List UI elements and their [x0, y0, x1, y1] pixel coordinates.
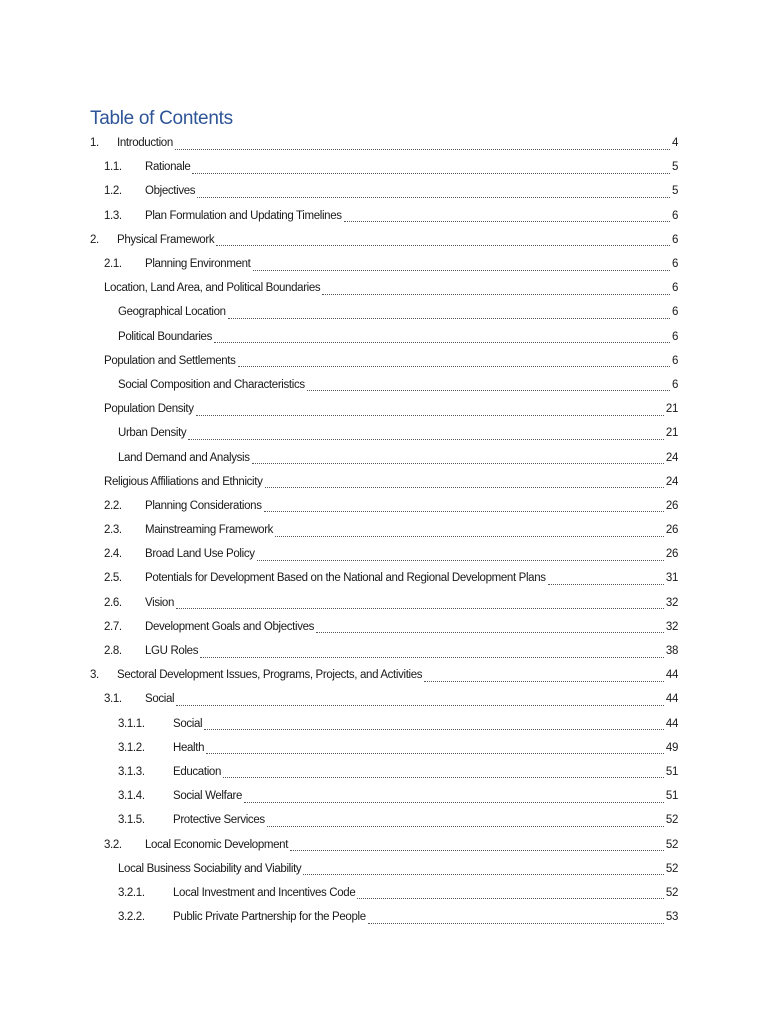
toc-entry[interactable] [90, 881, 678, 905]
dot-leader [322, 284, 670, 295]
toc-entry-page-number: 44 [665, 717, 678, 730]
toc-entry-page-number: 31 [665, 572, 678, 585]
toc-entry[interactable] [90, 397, 678, 421]
toc-entry-label: Mainstreaming Framework [145, 524, 274, 537]
dot-leader [357, 888, 664, 899]
toc-entry[interactable] [90, 760, 678, 784]
toc-entry-number: 2.5. [104, 572, 122, 585]
toc-entry-label: Plan Formulation and Updating Timelines [145, 209, 342, 222]
toc-entry-page-number: 52 [665, 886, 678, 899]
toc-entry-label: Social Composition and Characteristics [118, 378, 305, 391]
toc-entry[interactable] [90, 228, 678, 252]
toc-entry-label: Local Business Sociability and Viability [118, 862, 302, 875]
toc-entry-label: Vision [145, 596, 175, 609]
dot-leader [192, 163, 670, 174]
toc-entry[interactable] [90, 542, 678, 566]
toc-entry-label: Social [145, 693, 175, 706]
toc-entry[interactable] [90, 276, 678, 300]
toc-entry-page-number: 44 [665, 669, 678, 682]
toc-entry-page-number: 52 [665, 838, 678, 851]
toc-entry-number: 1.1. [104, 161, 122, 174]
toc-entry[interactable] [90, 445, 678, 469]
toc-entry-number: 3.1.2. [118, 741, 145, 754]
toc-entry-label: Planning Considerations [145, 499, 262, 512]
dot-leader [307, 380, 670, 391]
toc-entry-label: Introduction [117, 137, 173, 150]
dot-leader [253, 260, 670, 271]
toc-entry-page-number: 5 [671, 161, 678, 174]
toc-entry-number: 2.2. [104, 499, 122, 512]
toc-entry-label: Land Demand and Analysis [118, 451, 250, 464]
toc-entry-label: Development Goals and Objectives [145, 620, 315, 633]
toc-entry-number: 3.2.2. [118, 911, 145, 924]
toc-entry-page-number: 52 [665, 814, 678, 827]
dot-leader [200, 647, 664, 658]
toc-list [90, 131, 678, 929]
toc-entry-number: 2.3. [104, 524, 122, 537]
dot-leader [228, 308, 670, 319]
dot-leader [223, 767, 664, 778]
toc-entry-label: LGU Roles [145, 645, 199, 658]
toc-entry-page-number: 21 [665, 403, 678, 416]
toc-entry-page-number: 26 [665, 499, 678, 512]
toc-entry-label: Protective Services [173, 814, 265, 827]
toc-entry-label: Social [173, 717, 203, 730]
toc-entry[interactable] [90, 204, 678, 228]
dot-leader [197, 187, 670, 198]
toc-entry-number: 3.2.1. [118, 886, 145, 899]
toc-entry-number: 1. [90, 137, 99, 150]
toc-entry-label: Rationale [145, 161, 191, 174]
toc-entry-label: Social Welfare [173, 790, 243, 803]
toc-entry-page-number: 24 [665, 475, 678, 488]
toc-entry-number: 2.1. [104, 258, 122, 271]
dot-leader [196, 405, 664, 416]
toc-entry[interactable] [90, 857, 678, 881]
toc-entry[interactable] [90, 252, 678, 276]
toc-entry-page-number: 6 [671, 209, 678, 222]
toc-entry-page-number: 51 [665, 790, 678, 803]
toc-entry-label: Geographical Location [118, 306, 226, 319]
toc-entry-label: Education [173, 765, 221, 778]
toc-entry-number: 2.8. [104, 645, 122, 658]
toc-entry-number: 2.4. [104, 548, 122, 561]
toc-entry[interactable] [90, 179, 678, 203]
dot-leader [252, 453, 664, 464]
toc-entry-page-number: 6 [671, 306, 678, 319]
dot-leader [176, 598, 664, 609]
toc-entry-page-number: 5 [671, 185, 678, 198]
toc-entry[interactable] [90, 712, 678, 736]
toc-entry-label: Physical Framework [117, 233, 215, 246]
toc-entry-number: 1.3. [104, 209, 122, 222]
toc-entry[interactable] [90, 905, 678, 929]
toc-entry[interactable] [90, 784, 678, 808]
dot-leader [206, 743, 664, 754]
toc-entry[interactable] [90, 349, 678, 373]
toc-entry-page-number: 38 [665, 645, 678, 658]
toc-entry[interactable] [90, 615, 678, 639]
toc-entry[interactable] [90, 300, 678, 324]
dot-leader [267, 816, 664, 827]
toc-entry[interactable] [90, 687, 678, 711]
toc-entry-page-number: 49 [665, 741, 678, 754]
toc-entry-label: Public Private Partnership for the People [173, 911, 366, 924]
toc-entry[interactable] [90, 639, 678, 663]
toc-entry-number: 3.1.4. [118, 790, 145, 803]
toc-entry[interactable] [90, 566, 678, 590]
toc-entry-page-number: 51 [665, 765, 678, 778]
toc-entry-number: 2.6. [104, 596, 122, 609]
toc-entry-number: 2. [90, 233, 99, 246]
dot-leader [316, 622, 664, 633]
toc-entry-page-number: 32 [665, 620, 678, 633]
toc-entry[interactable] [90, 325, 678, 349]
toc-entry-label: Location, Land Area, and Political Boundaries [104, 282, 321, 295]
dot-leader [176, 695, 664, 706]
toc-entry-label: Local Economic Development [145, 838, 289, 851]
toc-entry[interactable] [90, 518, 678, 542]
toc-entry-page-number: 32 [665, 596, 678, 609]
toc-entry-page-number: 6 [671, 354, 678, 367]
toc-entry-label: Planning Environment [145, 258, 251, 271]
toc-entry[interactable] [90, 421, 678, 445]
toc-entry[interactable] [90, 373, 678, 397]
dot-leader [188, 429, 664, 440]
toc-entry-label: Health [173, 741, 205, 754]
toc-entry-page-number: 44 [665, 693, 678, 706]
dot-leader [275, 526, 664, 537]
toc-entry-page-number: 6 [671, 282, 678, 295]
dot-leader [238, 356, 670, 367]
toc-entry-label: Urban Density [118, 427, 187, 440]
dot-leader [424, 671, 664, 682]
dot-leader [303, 864, 664, 875]
dot-leader [290, 840, 664, 851]
toc-entry-label: Political Boundaries [118, 330, 213, 343]
dot-leader [257, 550, 664, 561]
toc-entry[interactable] [90, 663, 678, 687]
toc-entry-label: Population Density [104, 403, 194, 416]
toc-entry-number: 3.1. [104, 693, 122, 706]
toc-entry[interactable] [90, 736, 678, 760]
toc-entry-number: 1.2. [104, 185, 122, 198]
toc-entry[interactable] [90, 155, 678, 179]
dot-leader [548, 574, 664, 585]
toc-heading: Table of Contents [90, 108, 233, 129]
dot-leader [344, 211, 670, 222]
toc-entry-page-number: 52 [665, 862, 678, 875]
dot-leader [216, 235, 670, 246]
toc-entry-page-number: 53 [665, 911, 678, 924]
toc-entry-number: 3.2. [104, 838, 122, 851]
toc-entry-label: Religious Affiliations and Ethnicity [104, 475, 263, 488]
toc-entry-label: Population and Settlements [104, 354, 236, 367]
toc-entry[interactable] [90, 494, 678, 518]
toc-entry-page-number: 26 [665, 548, 678, 561]
toc-entry[interactable] [90, 131, 678, 155]
dot-leader [204, 719, 664, 730]
toc-entry-page-number: 4 [671, 137, 678, 150]
toc-entry-number: 3. [90, 669, 99, 682]
dot-leader [264, 501, 664, 512]
toc-entry-number: 3.1.3. [118, 765, 145, 778]
toc-entry-page-number: 6 [671, 233, 678, 246]
toc-entry-page-number: 26 [665, 524, 678, 537]
toc-entry-number: 2.7. [104, 620, 122, 633]
toc-entry-label: Sectoral Development Issues, Programs, Projects, and Activities [117, 669, 423, 682]
toc-entry[interactable] [90, 591, 678, 615]
toc-entry-page-number: 6 [671, 258, 678, 271]
toc-entry[interactable] [90, 470, 678, 494]
toc-entry-label: Potentials for Development Based on the National and Regional Development Plans [145, 572, 546, 585]
toc-entry-page-number: 24 [665, 451, 678, 464]
toc-entry-number: 3.1.1. [118, 717, 145, 730]
toc-entry[interactable] [90, 808, 678, 832]
toc-entry-page-number: 6 [671, 330, 678, 343]
toc-entry-label: Objectives [145, 185, 196, 198]
dot-leader [175, 139, 670, 150]
dot-leader [214, 332, 670, 343]
toc-entry-page-number: 21 [665, 427, 678, 440]
toc-entry-number: 3.1.5. [118, 814, 145, 827]
toc-entry[interactable] [90, 832, 678, 856]
toc-entry-label: Broad Land Use Policy [145, 548, 255, 561]
dot-leader [244, 792, 664, 803]
dot-leader [368, 913, 664, 924]
dot-leader [265, 477, 664, 488]
toc-entry-page-number: 6 [671, 378, 678, 391]
toc-entry-label: Local Investment and Incentives Code [173, 886, 356, 899]
